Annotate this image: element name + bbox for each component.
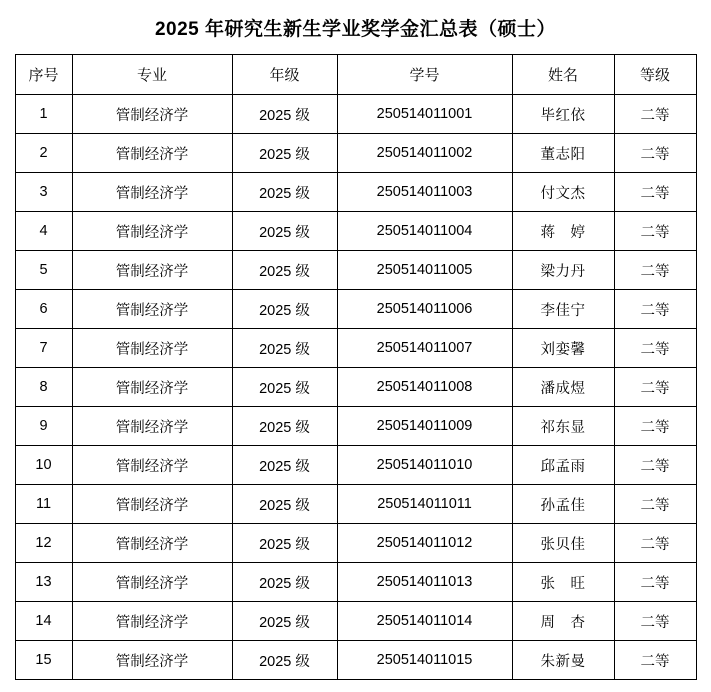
cell-grade: 2025 级 xyxy=(232,134,337,173)
cell-level: 二等 xyxy=(614,95,696,134)
cell-level: 二等 xyxy=(614,251,696,290)
cell-student-id: 250514011009 xyxy=(337,407,512,446)
table-row xyxy=(15,95,696,134)
cell-major: 管制经济学 xyxy=(72,602,232,641)
table-row xyxy=(15,212,696,251)
table-row xyxy=(15,407,696,446)
cell-level: 二等 xyxy=(614,563,696,602)
scholarship-summary-table xyxy=(15,54,697,680)
cell-name: 孙孟佳 xyxy=(512,485,614,524)
cell-index: 14 xyxy=(15,602,72,641)
table-header xyxy=(15,55,696,95)
cell-major: 管制经济学 xyxy=(72,446,232,485)
cell-name: 蒋 婷 xyxy=(512,212,614,251)
cell-name: 祁东显 xyxy=(512,407,614,446)
cell-student-id: 250514011003 xyxy=(337,173,512,212)
cell-name: 邱孟雨 xyxy=(512,446,614,485)
cell-grade: 2025 级 xyxy=(232,95,337,134)
cell-student-id: 250514011001 xyxy=(337,95,512,134)
cell-grade: 2025 级 xyxy=(232,407,337,446)
cell-name: 刘娈馨 xyxy=(512,329,614,368)
cell-grade: 2025 级 xyxy=(232,290,337,329)
cell-index: 1 xyxy=(15,95,72,134)
cell-student-id: 250514011014 xyxy=(337,602,512,641)
cell-index: 5 xyxy=(15,251,72,290)
cell-grade: 2025 级 xyxy=(232,641,337,680)
cell-index: 15 xyxy=(15,641,72,680)
cell-major: 管制经济学 xyxy=(72,251,232,290)
cell-name: 董志阳 xyxy=(512,134,614,173)
cell-grade: 2025 级 xyxy=(232,524,337,563)
cell-name: 张 旺 xyxy=(512,563,614,602)
cell-grade: 2025 级 xyxy=(232,329,337,368)
table-row xyxy=(15,329,696,368)
cell-student-id: 250514011010 xyxy=(337,446,512,485)
table-row xyxy=(15,446,696,485)
cell-level: 二等 xyxy=(614,329,696,368)
cell-index: 4 xyxy=(15,212,72,251)
cell-major: 管制经济学 xyxy=(72,563,232,602)
cell-name: 潘成煜 xyxy=(512,368,614,407)
cell-index: 7 xyxy=(15,329,72,368)
cell-index: 8 xyxy=(15,368,72,407)
cell-grade: 2025 级 xyxy=(232,485,337,524)
table-row xyxy=(15,134,696,173)
cell-grade: 2025 级 xyxy=(232,446,337,485)
cell-level: 二等 xyxy=(614,641,696,680)
column-header-level: 等级 xyxy=(614,55,696,95)
column-header-student-id: 学号 xyxy=(337,55,512,95)
cell-student-id: 250514011011 xyxy=(337,485,512,524)
table-row xyxy=(15,524,696,563)
table-header-row xyxy=(15,55,696,95)
cell-index: 9 xyxy=(15,407,72,446)
cell-name: 李佳宁 xyxy=(512,290,614,329)
cell-level: 二等 xyxy=(614,290,696,329)
cell-student-id: 250514011015 xyxy=(337,641,512,680)
cell-major: 管制经济学 xyxy=(72,134,232,173)
table-row xyxy=(15,602,696,641)
cell-index: 10 xyxy=(15,446,72,485)
cell-name: 毕红依 xyxy=(512,95,614,134)
column-header-grade: 年级 xyxy=(232,55,337,95)
table-row xyxy=(15,173,696,212)
table-row xyxy=(15,563,696,602)
cell-index: 6 xyxy=(15,290,72,329)
cell-name: 朱新曼 xyxy=(512,641,614,680)
cell-student-id: 250514011004 xyxy=(337,212,512,251)
cell-major: 管制经济学 xyxy=(72,290,232,329)
page-title: 2025 年研究生新生学业奖学金汇总表（硕士） xyxy=(154,19,557,40)
cell-grade: 2025 级 xyxy=(232,602,337,641)
cell-major: 管制经济学 xyxy=(72,641,232,680)
cell-level: 二等 xyxy=(614,407,696,446)
cell-student-id: 250514011007 xyxy=(337,329,512,368)
table-row xyxy=(15,290,696,329)
cell-index: 3 xyxy=(15,173,72,212)
column-header-name: 姓名 xyxy=(512,55,614,95)
cell-level: 二等 xyxy=(614,212,696,251)
cell-major: 管制经济学 xyxy=(72,368,232,407)
table-body xyxy=(15,95,696,680)
column-header-index: 序号 xyxy=(15,55,72,95)
cell-level: 二等 xyxy=(614,446,696,485)
cell-level: 二等 xyxy=(614,368,696,407)
cell-student-id: 250514011002 xyxy=(337,134,512,173)
cell-level: 二等 xyxy=(614,485,696,524)
cell-major: 管制经济学 xyxy=(72,524,232,563)
cell-level: 二等 xyxy=(614,602,696,641)
cell-grade: 2025 级 xyxy=(232,563,337,602)
cell-grade: 2025 级 xyxy=(232,368,337,407)
cell-index: 2 xyxy=(15,134,72,173)
table-row xyxy=(15,251,696,290)
cell-index: 13 xyxy=(15,563,72,602)
cell-name: 梁力丹 xyxy=(512,251,614,290)
cell-student-id: 250514011008 xyxy=(337,368,512,407)
cell-grade: 2025 级 xyxy=(232,173,337,212)
cell-student-id: 250514011005 xyxy=(337,251,512,290)
cell-major: 管制经济学 xyxy=(72,95,232,134)
cell-level: 二等 xyxy=(614,524,696,563)
column-header-major: 专业 xyxy=(72,55,232,95)
cell-grade: 2025 级 xyxy=(232,251,337,290)
cell-student-id: 250514011013 xyxy=(337,563,512,602)
cell-student-id: 250514011006 xyxy=(337,290,512,329)
table-row xyxy=(15,485,696,524)
cell-index: 11 xyxy=(15,485,72,524)
cell-major: 管制经济学 xyxy=(72,485,232,524)
cell-grade: 2025 级 xyxy=(232,212,337,251)
cell-index: 12 xyxy=(15,524,72,563)
cell-level: 二等 xyxy=(614,173,696,212)
cell-name: 付文杰 xyxy=(512,173,614,212)
cell-major: 管制经济学 xyxy=(72,212,232,251)
table-row xyxy=(15,641,696,680)
cell-level: 二等 xyxy=(614,134,696,173)
cell-name: 周 杏 xyxy=(512,602,614,641)
table-row xyxy=(15,368,696,407)
cell-student-id: 250514011012 xyxy=(337,524,512,563)
cell-major: 管制经济学 xyxy=(72,329,232,368)
cell-name: 张贝佳 xyxy=(512,524,614,563)
cell-major: 管制经济学 xyxy=(72,407,232,446)
cell-major: 管制经济学 xyxy=(72,173,232,212)
